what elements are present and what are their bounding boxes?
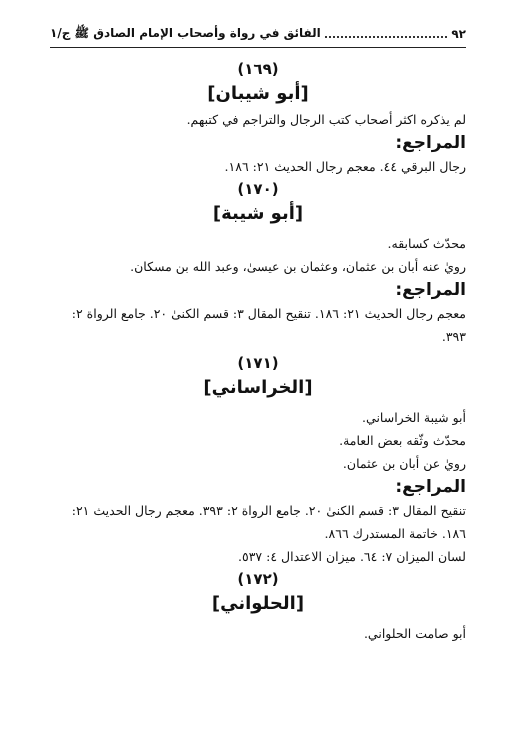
entry-169 (50, 58, 466, 178)
entry-text-line: محدّث كسابقه. (387, 236, 466, 251)
page-content (50, 58, 466, 645)
entry-number: (١٧٢) (237, 570, 279, 588)
entry-170 (50, 178, 466, 348)
entry-name: [أبو شيبان] (207, 83, 309, 104)
entry-name: [الحلواني] (211, 593, 305, 614)
references-text: تنقيح المقال ٣: قسم الكنىٰ ٢٠. جامع الرواة ٢: ٣٩٣. معجم رجال الحديث ٢١: ١٨٦. خاتمة المستدرك ٨٦٦. (71, 503, 466, 541)
running-header (50, 24, 466, 44)
entry-text-line: رويٰ عنه أبان بن عثمان، وعثمان بن عيسىٰ، وعبد الله بن مسكان. (130, 259, 466, 274)
entry-number: (١٦٩) (237, 60, 279, 78)
references-heading: المراجع: (395, 133, 466, 153)
entry-172 (50, 568, 466, 645)
entry-name: [أبو شيبة] (212, 203, 304, 224)
entry-171 (50, 352, 466, 568)
entry-text-line: أبو شيبة الخراساني. (362, 410, 466, 425)
header-dot-leader (325, 36, 448, 38)
running-title: الفائق في رواة وأصحاب الإمام الصادق ﷺ ج/١ (50, 25, 321, 40)
entry-text-line: رويٰ عن أبان بن عثمان. (342, 456, 466, 471)
entry-name: [الخراساني] (203, 377, 313, 398)
references-heading: المراجع: (395, 477, 466, 497)
entry-number: (١٧٠) (237, 180, 279, 198)
entry-text-line: لم يذكره اكثر أصحاب كتب الرجال والتراجم في كتبهم. (186, 112, 466, 127)
page-number: ٩٢ (451, 27, 466, 41)
entry-text-line: محدّث وثّقه بعض العامة. (339, 433, 466, 448)
entry-number: (١٧١) (237, 354, 279, 372)
references-text: معجم رجال الحديث ٢١: ١٨٦. تنقيح المقال ٣: قسم الكنىٰ ٢٠. جامع الرواة ٢: ٣٩٣. (71, 306, 466, 344)
references-heading: المراجع: (395, 280, 466, 300)
entry-text-line: أبو صامت الحلواني. (363, 626, 466, 641)
references-text: لسان الميزان ٧: ٦٤. ميزان الاعتدال ٤: ٥٣٧. (238, 549, 466, 564)
references-text: رجال البرقي ٤٤. معجم رجال الحديث ٢١: ١٨٦. (224, 159, 466, 174)
header-rule (50, 47, 466, 48)
